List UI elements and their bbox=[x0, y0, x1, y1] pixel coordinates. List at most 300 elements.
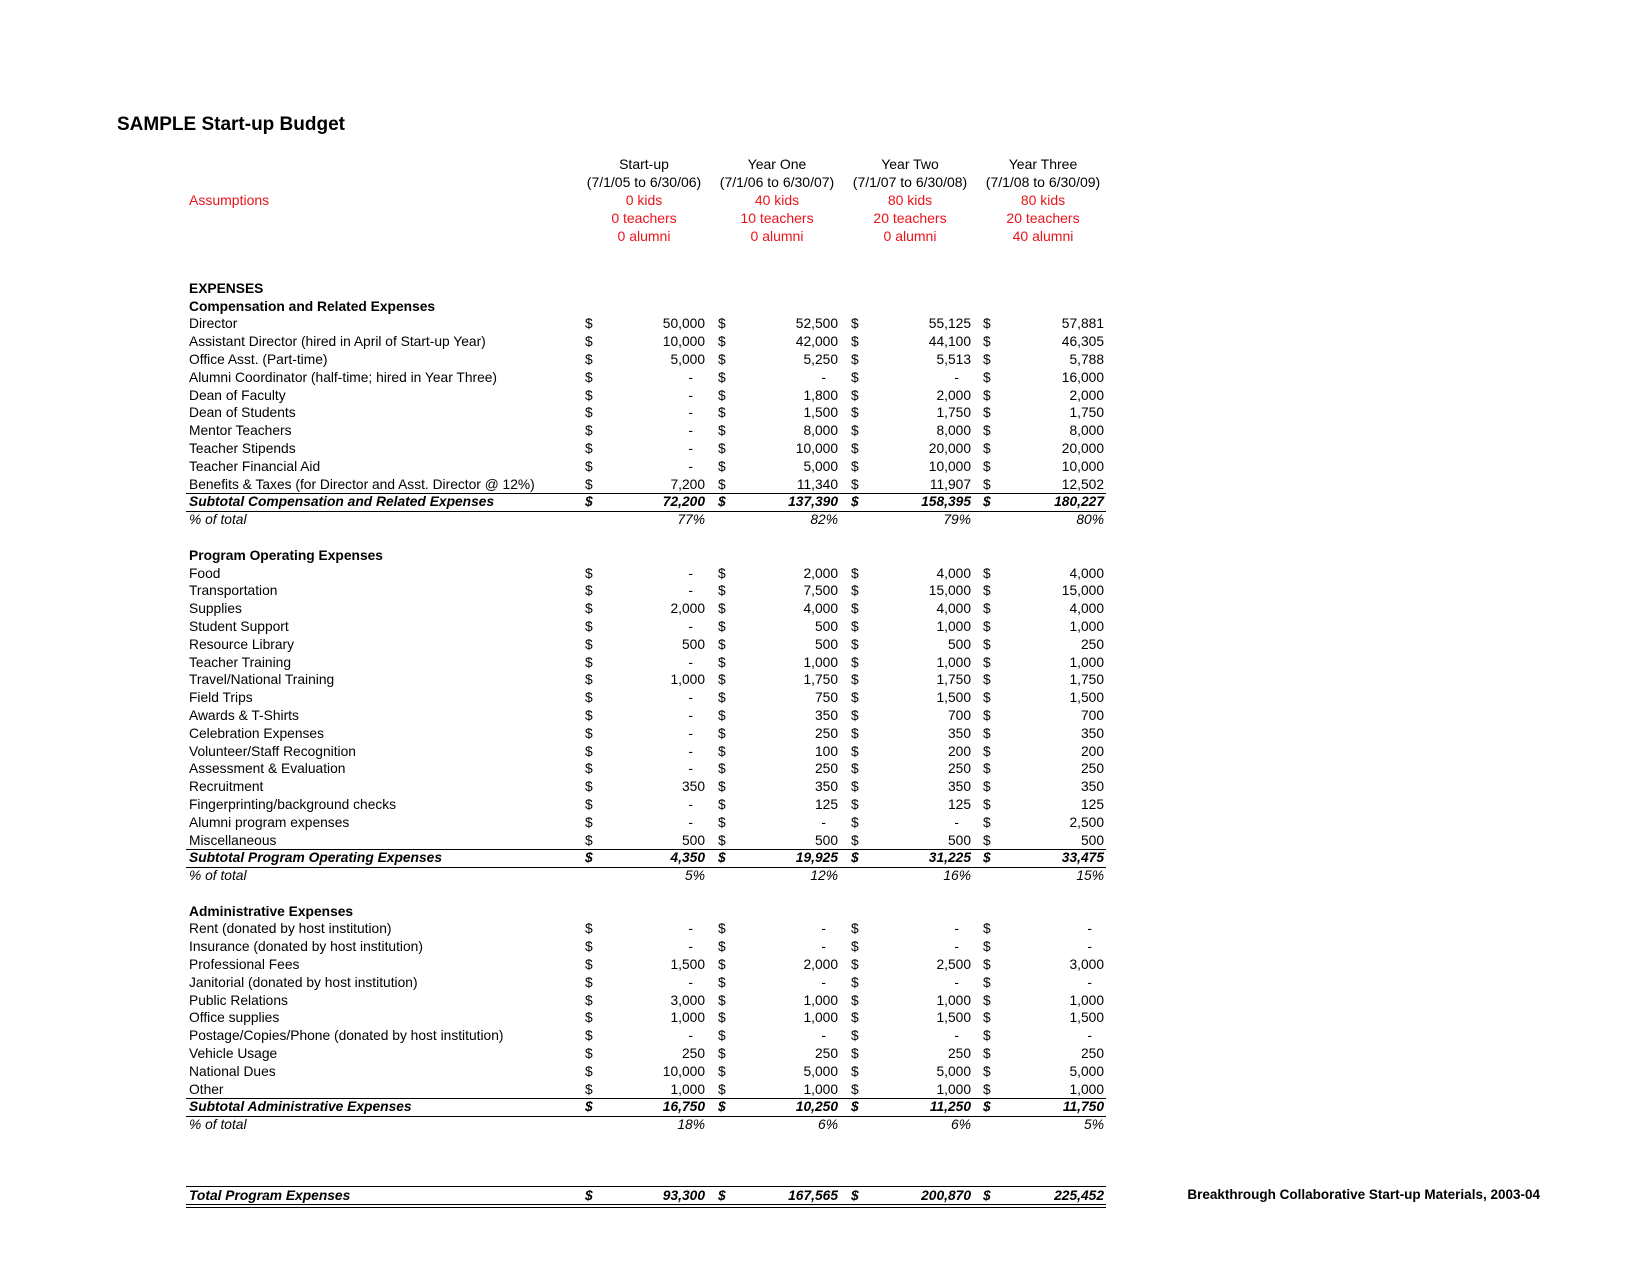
cell-value: 2,500 bbox=[1069, 814, 1104, 830]
cell-value: 1,500 bbox=[1069, 1010, 1104, 1026]
currency-symbol: $ bbox=[718, 476, 726, 492]
assumption-kids: 80 kids bbox=[1020, 192, 1066, 208]
cell-value: 12% bbox=[810, 868, 838, 884]
row-label: Awards & T-Shirts bbox=[189, 707, 299, 723]
currency-symbol: $ bbox=[851, 957, 859, 973]
currency-symbol: $ bbox=[585, 796, 593, 812]
table-row bbox=[0, 760, 1650, 778]
cell-value: 1,000 bbox=[803, 992, 838, 1008]
currency-symbol: $ bbox=[983, 334, 991, 350]
currency-symbol: $ bbox=[585, 583, 593, 599]
table-row bbox=[0, 333, 1650, 351]
currency-symbol: $ bbox=[851, 405, 859, 421]
currency-symbol: $ bbox=[585, 334, 593, 350]
currency-symbol: $ bbox=[851, 1099, 859, 1115]
assumption-teachers: 10 teachers bbox=[740, 210, 814, 226]
cell-value: 16,750 bbox=[662, 1099, 705, 1115]
currency-symbol: $ bbox=[718, 1099, 726, 1115]
blank-row bbox=[0, 1134, 1650, 1152]
currency-symbol: $ bbox=[851, 369, 859, 385]
table-row bbox=[0, 956, 1650, 974]
assumption-teachers: 20 teachers bbox=[873, 210, 947, 226]
cell-value: 12,502 bbox=[1061, 476, 1104, 492]
cell-value: 5% bbox=[685, 868, 705, 884]
column-period: (7/1/05 to 6/30/06) bbox=[586, 174, 702, 190]
table-row bbox=[0, 671, 1650, 689]
cell-value: 1,750 bbox=[936, 405, 971, 421]
assumptions-label: Assumptions bbox=[189, 192, 270, 208]
cell-value: 16% bbox=[943, 868, 971, 884]
cell-value: 10,000 bbox=[928, 458, 971, 474]
currency-symbol: $ bbox=[851, 939, 859, 955]
percent-row bbox=[0, 1116, 1650, 1134]
cell-value: 11,250 bbox=[929, 1099, 971, 1115]
currency-symbol: $ bbox=[585, 316, 593, 332]
row-label: Benefits & Taxes (for Director and Asst. Director @ 12%) bbox=[189, 476, 535, 492]
currency-symbol: $ bbox=[718, 957, 726, 973]
cell-value: 350 bbox=[814, 707, 838, 723]
cell-value: 1,000 bbox=[936, 992, 971, 1008]
currency-symbol: $ bbox=[585, 974, 593, 990]
cell-value: 8,000 bbox=[936, 423, 971, 439]
currency-symbol: $ bbox=[718, 369, 726, 385]
cell-value: 500 bbox=[814, 832, 838, 848]
cell-value: 125 bbox=[1080, 796, 1104, 812]
row-label: Office supplies bbox=[189, 1010, 280, 1026]
cell-value: 137,390 bbox=[788, 494, 838, 510]
table-row bbox=[0, 725, 1650, 743]
cell-value: 16,000 bbox=[1061, 369, 1104, 385]
table-row bbox=[0, 689, 1650, 707]
cell-value: 4,000 bbox=[803, 601, 838, 617]
cell-value: 15% bbox=[1076, 868, 1104, 884]
cell-value: 4,000 bbox=[936, 601, 971, 617]
cell-value: 7,200 bbox=[670, 476, 705, 492]
table-row bbox=[0, 618, 1650, 636]
table-row bbox=[0, 796, 1650, 814]
table-row bbox=[0, 315, 1650, 333]
row-label: Alumni Coordinator (half-time; hired in Year Three) bbox=[189, 369, 498, 385]
row-label: National Dues bbox=[189, 1063, 276, 1079]
currency-symbol: $ bbox=[585, 618, 593, 634]
cell-value: 167,565 bbox=[788, 1188, 838, 1204]
cell-value: 77% bbox=[677, 512, 705, 528]
cell-value: 500 bbox=[681, 636, 705, 652]
currency-symbol: $ bbox=[585, 690, 593, 706]
cell-value: 250 bbox=[681, 1046, 705, 1062]
cell-value: 44,100 bbox=[928, 334, 971, 350]
currency-symbol: $ bbox=[718, 1046, 726, 1062]
currency-symbol: $ bbox=[585, 779, 593, 795]
cell-value: 3,000 bbox=[670, 992, 705, 1008]
currency-symbol: $ bbox=[851, 618, 859, 634]
table-row bbox=[0, 636, 1650, 654]
cell-value: - bbox=[688, 458, 693, 474]
currency-symbol: $ bbox=[718, 1188, 726, 1204]
cell-value: 1,000 bbox=[1069, 992, 1104, 1008]
currency-symbol: $ bbox=[718, 796, 726, 812]
currency-symbol: $ bbox=[585, 1081, 593, 1097]
table-row bbox=[0, 743, 1650, 761]
currency-symbol: $ bbox=[851, 743, 859, 759]
currency-symbol: $ bbox=[851, 814, 859, 830]
currency-symbol: $ bbox=[585, 921, 593, 937]
cell-value: - bbox=[688, 654, 693, 670]
currency-symbol: $ bbox=[585, 1063, 593, 1079]
currency-symbol: $ bbox=[718, 850, 726, 866]
currency-symbol: $ bbox=[983, 369, 991, 385]
currency-symbol: $ bbox=[718, 601, 726, 617]
currency-symbol: $ bbox=[983, 1046, 991, 1062]
subtotal-row bbox=[0, 493, 1650, 511]
column-header-startup bbox=[578, 155, 710, 245]
cell-value: - bbox=[1087, 939, 1092, 955]
currency-symbol: $ bbox=[983, 672, 991, 688]
column-period: (7/1/06 to 6/30/07) bbox=[719, 174, 835, 190]
blank-row bbox=[0, 1152, 1650, 1170]
currency-symbol: $ bbox=[983, 939, 991, 955]
currency-symbol: $ bbox=[983, 423, 991, 439]
currency-symbol: $ bbox=[983, 351, 991, 367]
currency-symbol: $ bbox=[718, 743, 726, 759]
row-label: Total Program Expenses bbox=[189, 1188, 351, 1204]
rule-line bbox=[186, 1207, 1106, 1208]
currency-symbol: $ bbox=[983, 601, 991, 617]
cell-value: 11,750 bbox=[1062, 1099, 1104, 1115]
cell-value: 1,800 bbox=[803, 387, 838, 403]
cell-value: - bbox=[821, 814, 826, 830]
table-row bbox=[0, 369, 1650, 387]
currency-symbol: $ bbox=[585, 440, 593, 456]
cell-value: 250 bbox=[1080, 761, 1104, 777]
cell-value: 250 bbox=[814, 1046, 838, 1062]
table-row bbox=[0, 1063, 1650, 1081]
currency-symbol: $ bbox=[851, 796, 859, 812]
currency-symbol: $ bbox=[585, 707, 593, 723]
cell-value: 350 bbox=[947, 725, 971, 741]
currency-symbol: $ bbox=[983, 1099, 991, 1115]
row-label: Fingerprinting/background checks bbox=[189, 796, 397, 812]
table-row bbox=[0, 814, 1650, 832]
currency-symbol: $ bbox=[851, 458, 859, 474]
cell-value: 3,000 bbox=[1069, 957, 1104, 973]
cell-value: 31,225 bbox=[928, 850, 971, 866]
cell-value: - bbox=[688, 618, 693, 634]
row-label: Postage/Copies/Phone (donated by host institution) bbox=[189, 1028, 504, 1044]
column-header-year-one bbox=[711, 155, 843, 245]
cell-value: 250 bbox=[1080, 1046, 1104, 1062]
currency-symbol: $ bbox=[983, 476, 991, 492]
currency-symbol: $ bbox=[718, 921, 726, 937]
blank-row bbox=[0, 1170, 1650, 1188]
cell-value: - bbox=[688, 707, 693, 723]
currency-symbol: $ bbox=[851, 316, 859, 332]
currency-symbol: $ bbox=[718, 832, 726, 848]
assumption-alumni: 0 alumni bbox=[883, 228, 937, 244]
currency-symbol: $ bbox=[585, 565, 593, 581]
table-row bbox=[0, 1009, 1650, 1027]
currency-symbol: $ bbox=[851, 725, 859, 741]
row-label: Subtotal Program Operating Expenses bbox=[189, 850, 442, 866]
row-label: Director bbox=[189, 316, 238, 332]
currency-symbol: $ bbox=[718, 351, 726, 367]
subtotal-row bbox=[0, 1098, 1650, 1116]
row-label: Assessment & Evaluation bbox=[189, 761, 346, 777]
row-label: Student Support bbox=[189, 618, 289, 634]
cell-value: 1,750 bbox=[803, 672, 838, 688]
cell-value: 19,925 bbox=[795, 850, 838, 866]
budget-table bbox=[0, 262, 1650, 1205]
row-label: Vehicle Usage bbox=[189, 1046, 278, 1062]
cell-value: - bbox=[688, 743, 693, 759]
currency-symbol: $ bbox=[851, 1063, 859, 1079]
currency-symbol: $ bbox=[585, 1046, 593, 1062]
currency-symbol: $ bbox=[718, 423, 726, 439]
cell-value: - bbox=[954, 974, 959, 990]
currency-symbol: $ bbox=[983, 743, 991, 759]
cell-value: 8,000 bbox=[1069, 423, 1104, 439]
cell-value: 15,000 bbox=[928, 583, 971, 599]
currency-symbol: $ bbox=[983, 850, 991, 866]
currency-symbol: $ bbox=[585, 957, 593, 973]
currency-symbol: $ bbox=[983, 636, 991, 652]
cell-value: 350 bbox=[1080, 779, 1104, 795]
cell-value: 2,500 bbox=[936, 957, 971, 973]
currency-symbol: $ bbox=[983, 1081, 991, 1097]
currency-symbol: $ bbox=[983, 921, 991, 937]
cell-value: - bbox=[688, 921, 693, 937]
cell-value: - bbox=[821, 921, 826, 937]
row-label: % of total bbox=[189, 1117, 247, 1133]
section-heading bbox=[0, 298, 1650, 316]
currency-symbol: $ bbox=[851, 387, 859, 403]
cell-value: 200 bbox=[1080, 743, 1104, 759]
currency-symbol: $ bbox=[585, 369, 593, 385]
table-row bbox=[0, 938, 1650, 956]
table-row bbox=[0, 778, 1650, 796]
cell-value: 225,452 bbox=[1054, 1188, 1104, 1204]
currency-symbol: $ bbox=[851, 850, 859, 866]
currency-symbol: $ bbox=[718, 316, 726, 332]
row-label: Public Relations bbox=[189, 992, 288, 1008]
cell-value: 1,750 bbox=[1069, 672, 1104, 688]
cell-value: 2,000 bbox=[936, 387, 971, 403]
column-name: Start-up bbox=[619, 156, 669, 172]
cell-value: 200,870 bbox=[921, 1188, 971, 1204]
cell-value: 250 bbox=[947, 1046, 971, 1062]
currency-symbol: $ bbox=[983, 1028, 991, 1044]
currency-symbol: $ bbox=[851, 779, 859, 795]
cell-value: 250 bbox=[1080, 636, 1104, 652]
table-row bbox=[0, 654, 1650, 672]
section-heading bbox=[0, 280, 1650, 298]
cell-value: 1,000 bbox=[670, 672, 705, 688]
cell-value: 42,000 bbox=[795, 334, 838, 350]
row-label: Administrative Expenses bbox=[189, 903, 354, 919]
cell-value: - bbox=[1087, 921, 1092, 937]
currency-symbol: $ bbox=[851, 992, 859, 1008]
cell-value: - bbox=[688, 796, 693, 812]
cell-value: - bbox=[688, 369, 693, 385]
currency-symbol: $ bbox=[718, 1028, 726, 1044]
cell-value: 82% bbox=[810, 512, 838, 528]
currency-symbol: $ bbox=[585, 387, 593, 403]
row-label: Other bbox=[189, 1081, 224, 1097]
currency-symbol: $ bbox=[718, 618, 726, 634]
currency-symbol: $ bbox=[585, 654, 593, 670]
subtotal-row bbox=[0, 849, 1650, 867]
cell-value: 79% bbox=[943, 512, 971, 528]
row-label: Janitorial (donated by host institution) bbox=[189, 974, 418, 990]
cell-value: - bbox=[688, 690, 693, 706]
cell-value: - bbox=[688, 387, 693, 403]
blank-row bbox=[0, 885, 1650, 903]
row-label: Transportation bbox=[189, 583, 278, 599]
cell-value: 11,907 bbox=[929, 476, 971, 492]
currency-symbol: $ bbox=[718, 974, 726, 990]
table-row bbox=[0, 1081, 1650, 1099]
table-row bbox=[0, 404, 1650, 422]
currency-symbol: $ bbox=[718, 565, 726, 581]
cell-value: 7,500 bbox=[803, 583, 838, 599]
currency-symbol: $ bbox=[851, 423, 859, 439]
row-label: % of total bbox=[189, 512, 247, 528]
currency-symbol: $ bbox=[983, 725, 991, 741]
cell-value: 100 bbox=[814, 743, 838, 759]
currency-symbol: $ bbox=[983, 707, 991, 723]
cell-value: 200 bbox=[947, 743, 971, 759]
row-label: Teacher Stipends bbox=[189, 440, 296, 456]
cell-value: 50,000 bbox=[662, 316, 705, 332]
cell-value: 52,500 bbox=[795, 316, 838, 332]
cell-value: 1,000 bbox=[936, 618, 971, 634]
cell-value: 158,395 bbox=[921, 494, 971, 510]
cell-value: - bbox=[688, 440, 693, 456]
row-label: Miscellaneous bbox=[189, 832, 277, 848]
cell-value: 250 bbox=[814, 725, 838, 741]
table-row bbox=[0, 920, 1650, 938]
currency-symbol: $ bbox=[718, 939, 726, 955]
cell-value: 1,500 bbox=[936, 690, 971, 706]
cell-value: 93,300 bbox=[662, 1188, 705, 1204]
currency-symbol: $ bbox=[718, 1010, 726, 1026]
cell-value: 350 bbox=[681, 779, 705, 795]
column-name: Year Three bbox=[1008, 156, 1078, 172]
cell-value: 1,000 bbox=[1069, 618, 1104, 634]
cell-value: 11,340 bbox=[796, 476, 838, 492]
cell-value: 5,250 bbox=[803, 351, 838, 367]
currency-symbol: $ bbox=[851, 1046, 859, 1062]
table-row bbox=[0, 565, 1650, 583]
column-name: Year Two bbox=[881, 156, 939, 172]
currency-symbol: $ bbox=[718, 405, 726, 421]
currency-symbol: $ bbox=[585, 423, 593, 439]
cell-value: 350 bbox=[1080, 725, 1104, 741]
currency-symbol: $ bbox=[851, 334, 859, 350]
currency-symbol: $ bbox=[983, 992, 991, 1008]
currency-symbol: $ bbox=[718, 992, 726, 1008]
cell-value: - bbox=[688, 565, 693, 581]
cell-value: 1,000 bbox=[803, 1010, 838, 1026]
cell-value: - bbox=[954, 814, 959, 830]
cell-value: 125 bbox=[947, 796, 971, 812]
row-label: Compensation and Related Expenses bbox=[189, 298, 436, 314]
currency-symbol: $ bbox=[718, 494, 726, 510]
currency-symbol: $ bbox=[585, 1010, 593, 1026]
assumption-teachers: 0 teachers bbox=[611, 210, 677, 226]
footer-credit: Breakthrough Collaborative Start-up Materials, 2003-04 bbox=[1187, 1187, 1540, 1202]
cell-value: 10,000 bbox=[662, 334, 705, 350]
table-row bbox=[0, 974, 1650, 992]
cell-value: 4,000 bbox=[936, 565, 971, 581]
currency-symbol: $ bbox=[983, 387, 991, 403]
currency-symbol: $ bbox=[851, 1188, 859, 1204]
currency-symbol: $ bbox=[983, 796, 991, 812]
row-label: Field Trips bbox=[189, 690, 253, 706]
cell-value: 4,000 bbox=[1069, 601, 1104, 617]
currency-symbol: $ bbox=[983, 440, 991, 456]
currency-symbol: $ bbox=[851, 1010, 859, 1026]
cell-value: 15,000 bbox=[1061, 583, 1104, 599]
cell-value: 1,000 bbox=[670, 1081, 705, 1097]
cell-value: 1,000 bbox=[1069, 654, 1104, 670]
cell-value: 1,750 bbox=[936, 672, 971, 688]
assumption-kids: 80 kids bbox=[887, 192, 933, 208]
table-row bbox=[0, 707, 1650, 725]
currency-symbol: $ bbox=[718, 583, 726, 599]
currency-symbol: $ bbox=[983, 316, 991, 332]
table-row bbox=[0, 1045, 1650, 1063]
cell-value: 72,200 bbox=[662, 494, 705, 510]
cell-value: 1,500 bbox=[803, 405, 838, 421]
page-title: SAMPLE Start-up Budget bbox=[117, 114, 345, 135]
table-row bbox=[0, 351, 1650, 369]
currency-symbol: $ bbox=[585, 1099, 593, 1115]
blank-row bbox=[0, 262, 1650, 280]
currency-symbol: $ bbox=[585, 476, 593, 492]
cell-value: - bbox=[688, 405, 693, 421]
currency-symbol: $ bbox=[718, 779, 726, 795]
currency-symbol: $ bbox=[718, 690, 726, 706]
section-heading bbox=[0, 903, 1650, 921]
cell-value: 500 bbox=[947, 636, 971, 652]
row-label: Teacher Training bbox=[189, 654, 292, 670]
currency-symbol: $ bbox=[851, 921, 859, 937]
cell-value: 6% bbox=[951, 1117, 971, 1133]
currency-symbol: $ bbox=[983, 405, 991, 421]
cell-value: 46,305 bbox=[1061, 334, 1104, 350]
currency-symbol: $ bbox=[718, 814, 726, 830]
currency-symbol: $ bbox=[851, 583, 859, 599]
cell-value: 5,000 bbox=[1069, 1063, 1104, 1079]
row-label: Volunteer/Staff Recognition bbox=[189, 743, 356, 759]
currency-symbol: $ bbox=[718, 761, 726, 777]
cell-value: 350 bbox=[947, 779, 971, 795]
currency-symbol: $ bbox=[585, 1028, 593, 1044]
assumption-kids: 40 kids bbox=[754, 192, 800, 208]
cell-value: - bbox=[1087, 1028, 1092, 1044]
row-label: Subtotal Compensation and Related Expenses bbox=[189, 494, 495, 510]
cell-value: 4,000 bbox=[1069, 565, 1104, 581]
row-label: Rent (donated by host institution) bbox=[189, 921, 392, 937]
row-label: Insurance (donated by host institution) bbox=[189, 939, 423, 955]
cell-value: 1,500 bbox=[670, 957, 705, 973]
table-row bbox=[0, 387, 1650, 405]
currency-symbol: $ bbox=[851, 654, 859, 670]
cell-value: 20,000 bbox=[1061, 440, 1104, 456]
currency-symbol: $ bbox=[983, 761, 991, 777]
cell-value: 2,000 bbox=[803, 565, 838, 581]
